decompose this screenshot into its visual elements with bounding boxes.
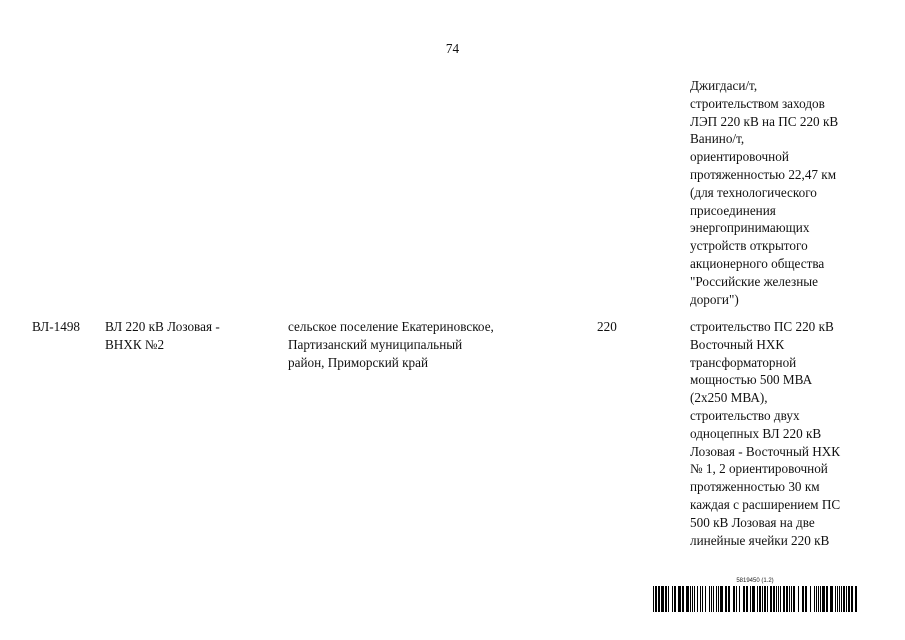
- page-number: 74: [445, 41, 460, 56]
- barcode-bar: [711, 586, 712, 612]
- barcode-bar: [757, 586, 758, 612]
- barcode-bar: [848, 586, 850, 612]
- barcode-bar: [826, 586, 828, 612]
- barcode-bar: [750, 586, 751, 612]
- barcode-bar: [661, 586, 664, 612]
- barcode-bar: [752, 586, 755, 612]
- barcode-bar: [686, 586, 689, 612]
- barcode-bar: [674, 586, 676, 612]
- barcode-bar: [770, 586, 772, 612]
- barcode-bar: [773, 586, 775, 612]
- barcode-bar: [720, 586, 723, 612]
- barcode-bar: [746, 586, 748, 612]
- barcode-bar: [855, 586, 857, 612]
- barcode-bar: [835, 586, 836, 612]
- barcode-bar: [739, 586, 740, 612]
- barcode-bar: [810, 586, 811, 612]
- barcode-bar: [798, 586, 799, 612]
- barcode-bar: [837, 586, 838, 612]
- barcode-bar: [672, 586, 673, 612]
- barcode-bar: [665, 586, 667, 612]
- object-code: ВЛ-1498: [32, 319, 81, 334]
- barcode-bar: [839, 586, 840, 612]
- barcode-bar: [702, 586, 703, 612]
- barcode-bar: [783, 586, 785, 612]
- barcode-bar: [709, 586, 710, 612]
- barcode-bar: [786, 586, 788, 612]
- barcode-bar: [682, 586, 684, 612]
- object-description: строительство ПС 220 кВ Восточный НХК трансформаторной мощностью 500 МВА (2x250 МВА), строительство двух одноцепных ВЛ 220 кВ Лозовая - Восточный НХК № 1, 2 ориентировочной протяженностью 30 км каждая с расширением ПС 500 кВ Лозовая на две линейные ячейки 220 кВ: [690, 319, 841, 548]
- barcode-bar: [762, 586, 763, 612]
- barcode-bar: [668, 586, 669, 612]
- barcode-bar: [820, 586, 821, 612]
- barcode-bar: [653, 586, 654, 612]
- barcode-bar: [655, 586, 657, 612]
- barcode-bar: [759, 586, 761, 612]
- barcode-bar: [658, 586, 660, 612]
- barcode-bar: [690, 586, 691, 612]
- barcode-bar: [816, 586, 817, 612]
- barcode-bar: [841, 586, 842, 612]
- barcode-bar: [846, 586, 847, 612]
- barcode-bars-icon: [653, 586, 857, 612]
- barcode-bar: [678, 586, 681, 612]
- barcode-bar: [764, 586, 766, 612]
- barcode-bar: [736, 586, 737, 612]
- barcode-bar: [733, 586, 735, 612]
- barcode-label: 5819450 (1.2): [736, 578, 774, 584]
- barcode-bar: [713, 586, 714, 612]
- barcode-bar: [780, 586, 781, 612]
- barcode-bar: [843, 586, 845, 612]
- barcode-bar: [716, 586, 717, 612]
- barcode-bar: [805, 586, 807, 612]
- barcode-bar: [789, 586, 790, 612]
- barcode-bar: [705, 586, 706, 612]
- continued-description: Джигдаси/т, строительством заходов ЛЭП 220 кВ на ПС 220 кВ Ванино/т, ориентировочной протяженностью 22,47 км (для технологического присоединения энергопринимающих устройств открытого акционерного общества "Российские железные дороги"): [690, 78, 839, 307]
- barcode-bar: [694, 586, 695, 612]
- barcode-bar: [697, 586, 698, 612]
- barcode-bar: [778, 586, 779, 612]
- barcode-bar: [728, 586, 730, 612]
- barcode-bar: [830, 586, 833, 612]
- barcode-bar: [743, 586, 745, 612]
- barcode-bar: [802, 586, 804, 612]
- barcode: [653, 578, 857, 612]
- barcode-bar: [776, 586, 777, 612]
- barcode-bar: [851, 586, 853, 612]
- barcode-bar: [814, 586, 815, 612]
- object-location: сельское поселение Екатериновское, Партизанский муниципальный район, Приморский край: [288, 319, 494, 370]
- barcode-bar: [700, 586, 701, 612]
- barcode-bar: [791, 586, 792, 612]
- barcode-bar: [793, 586, 795, 612]
- barcode-bar: [725, 586, 727, 612]
- barcode-bar: [767, 586, 768, 612]
- barcode-bar: [692, 586, 693, 612]
- barcode-bar: [822, 586, 825, 612]
- barcode-bar: [718, 586, 719, 612]
- object-voltage: 220: [597, 319, 617, 334]
- object-name: ВЛ 220 кВ Лозовая - ВНХК №2: [105, 319, 220, 352]
- barcode-bar: [818, 586, 819, 612]
